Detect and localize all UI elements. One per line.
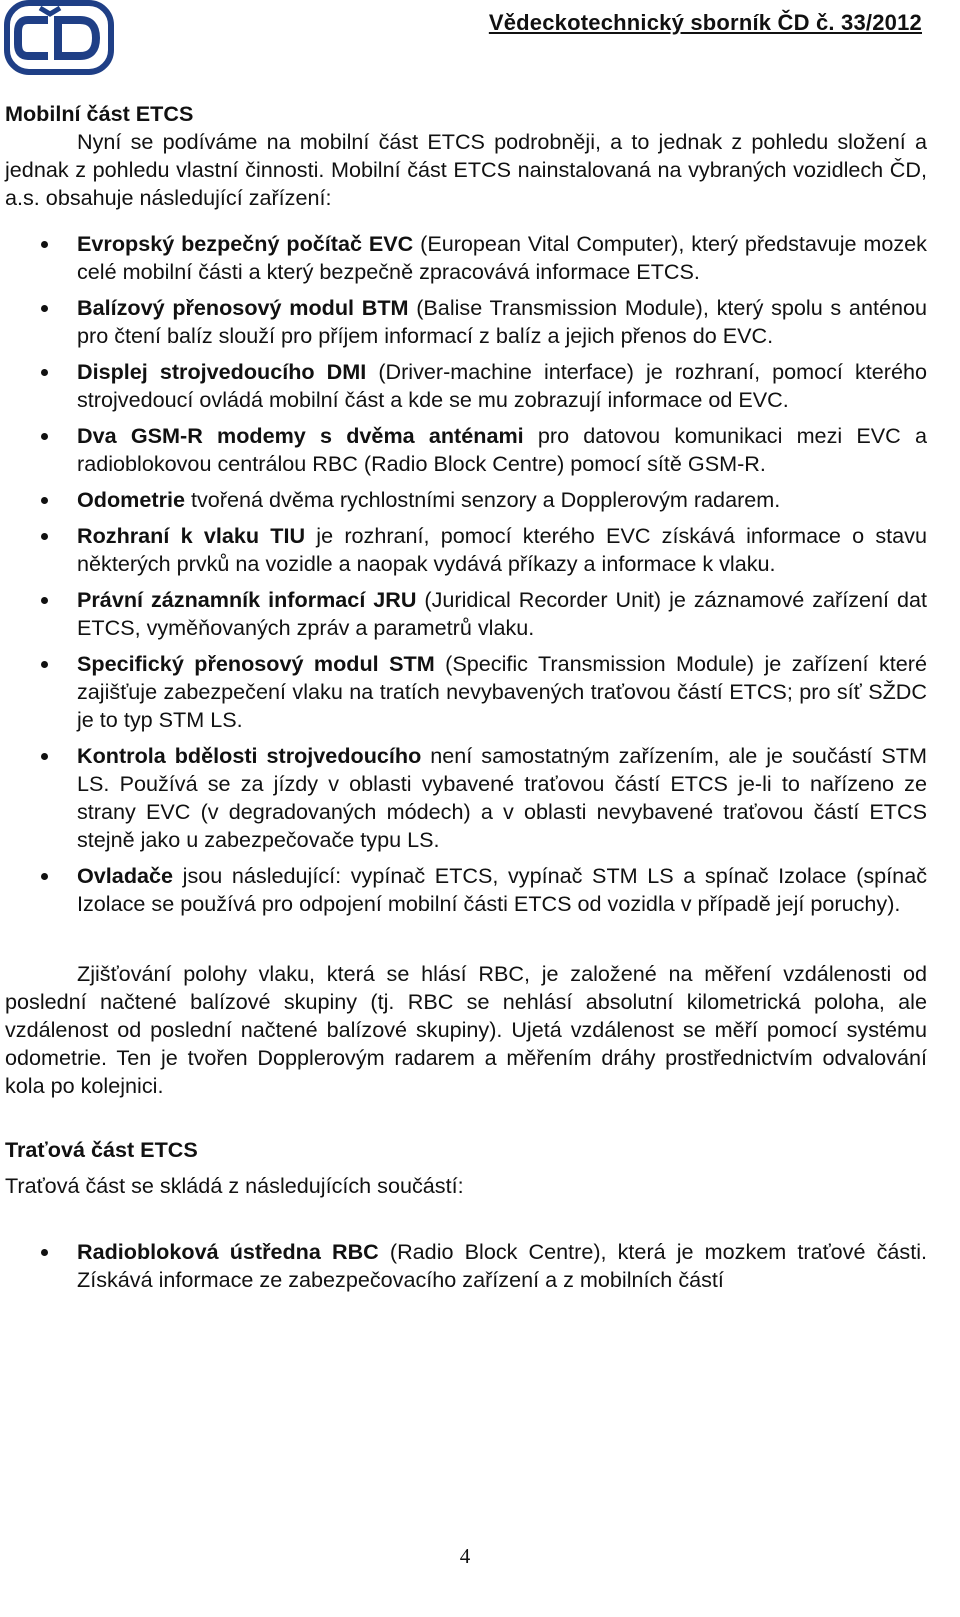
section-heading-mobile: Mobilní část ETCS bbox=[5, 101, 194, 126]
document-body bbox=[5, 100, 927, 1294]
list-item: Radiobloková ústředna RBC (Radio Block Centre), která je mozkem traťové části. Získává informace ze zabezpečovacího zařízení a z mobilních částí bbox=[5, 1238, 927, 1294]
list-item: Právní záznamník informací JRU (Juridical Recorder Unit) je záznamové zařízení dat ETCS, vyměňovaných zpráv a parametrů vlaku. bbox=[5, 586, 927, 642]
trackside-components-list bbox=[5, 1238, 927, 1294]
cd-logo bbox=[4, 0, 114, 75]
list-item: Displej strojvedoucího DMI (Driver-machine interface) je rozhraní, pomocí kterého strojvedoucí ovládá mobilní část a kde se mu zobrazují informace od EVC. bbox=[5, 358, 927, 414]
page-header bbox=[0, 0, 960, 80]
list-item: Balízový přenosový modul BTM (Balise Transmission Module), který spolu s anténou pro čtení balíz slouží pro příjem informací z balíz a jejich přenos do EVC. bbox=[5, 294, 927, 350]
list-item: Dva GSM-R modemy s dvěma anténami pro datovou komunikaci mezi EVC a radioblokovou centrálou RBC (Radio Block Centre) pomocí sítě GSM-R. bbox=[5, 422, 927, 478]
list-item: Specifický přenosový modul STM (Specific Transmission Module) je zařízení které zajišťuje zabezpečení vlaku na tratích nevybavených traťovou částí ETCS; pro síť SŽDC je to typ STM LS. bbox=[5, 650, 927, 734]
intro-paragraph-trackside: Traťová část se skládá z následujících součástí: bbox=[5, 1173, 464, 1198]
positioning-paragraph: Zjišťování polohy vlaku, která se hlásí RBC, je založené na měření vzdálenosti od poslední načtené balízové skupiny (tj. RBC se nehlásí absolutní kilometrická poloha, ale vzdálenost od poslední načtené balízové skupiny). Ujetá vzdálenost se měří pomocí systému odometrie. Ten je tvořen Dopplerovým radarem a měřením dráhy prostřednictvím odvalování kola po kolejnici. bbox=[5, 961, 927, 1098]
mobile-components-list bbox=[5, 230, 927, 918]
list-item: Evropský bezpečný počítač EVC (European Vital Computer), který představuje mozek celé mobilní části a který bezpečně zpracovává informace ETCS. bbox=[5, 230, 927, 286]
section-heading-trackside: Traťová část ETCS bbox=[5, 1137, 198, 1162]
intro-paragraph-mobile: Nyní se podíváme na mobilní část ETCS podrobněji, a to jednak z pohledu složení a jednak z pohledu vlastní činnosti. Mobilní část ETCS nainstalovaná na vybraných vozidlech ČD, a.s. obsahuje následující zařízení: bbox=[5, 129, 927, 210]
list-item: Odometrie tvořená dvěma rychlostními senzory a Dopplerovým radarem. bbox=[5, 486, 927, 514]
page-number: 4 bbox=[459, 1544, 471, 1568]
list-item: Ovladače jsou následující: vypínač ETCS, vypínač STM LS a spínač Izolace (spínač Izolace se používá pro odpojení mobilní části ETCS od vozidla v případě její poruchy). bbox=[5, 862, 927, 918]
list-item: Rozhraní k vlaku TIU je rozhraní, pomocí kterého EVC získává informace o stavu některých prvků na vozidle a naopak vydává příkazy a informace k vlaku. bbox=[5, 522, 927, 578]
journal-title: Vědeckotechnický sborník ČD č. 33/2012 bbox=[488, 10, 922, 35]
list-item: Kontrola bdělosti strojvedoucího není samostatným zařízením, ale je součástí STM LS. Používá se za jízdy v oblasti vybavené traťovou částí ETCS je-li to nařízeno ze strany EVC (v degradovaných módech) a v oblasti nevybavené traťovou částí ETCS stejně jako u zabezpečovače typu LS. bbox=[5, 742, 927, 854]
